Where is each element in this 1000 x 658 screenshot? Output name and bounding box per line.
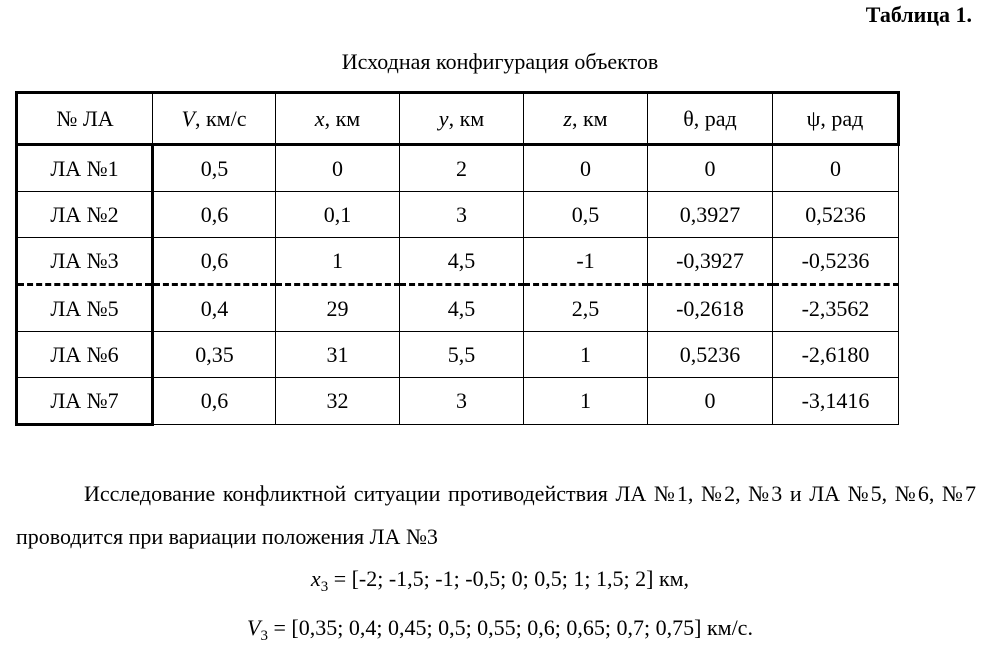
cell-y: 3 [400,192,524,238]
cell-velocity: 0,6 [153,238,276,285]
cell-z: 1 [524,332,648,378]
header-z: z, км [524,93,648,145]
header-y: y, км [400,93,524,145]
cell-theta: -0,2618 [648,285,773,332]
table-number-label: Таблица 1. [865,2,972,27]
cell-y: 3 [400,378,524,425]
formula-x3-subscript: 3 [320,579,329,595]
cell-x: 0,1 [276,192,400,238]
cell-theta: 0 [648,145,773,192]
cell-theta: -0,3927 [648,238,773,285]
cell-velocity: 0,6 [153,378,276,425]
cell-psi: 0,5236 [773,192,899,238]
cell-z: 0,5 [524,192,648,238]
cell-z: 2,5 [524,285,648,332]
cell-aircraft: ЛА №2 [17,192,153,238]
header-psi: ψ, рад [773,93,899,145]
cell-velocity: 0,35 [153,332,276,378]
formula-v3-variable: V [247,615,261,640]
table-header-row [17,93,899,145]
cell-aircraft: ЛА №3 [17,238,153,285]
cell-velocity: 0,5 [153,145,276,192]
body-paragraph: Исследование конфликтной ситуации противодействия ЛА №1, №2, №3 и ЛА №5, №6, №7 проводится при вариации положения ЛА №3 [16,481,976,549]
cell-x: 1 [276,238,400,285]
formula-v3-subscript: 3 [260,628,268,644]
cell-psi: -0,5236 [773,238,899,285]
cell-z: 0 [524,145,648,192]
cell-psi: 0 [773,145,899,192]
cell-theta: 0,3927 [648,192,773,238]
cell-aircraft: ЛА №5 [17,285,153,332]
cell-aircraft: ЛА №6 [17,332,153,378]
cell-y: 5,5 [400,332,524,378]
formula-x3-values: = [-2; -1,5; -1; -0,5; 0; 0,5; 1; 1,5; 2] км, [328,566,690,591]
cell-aircraft: ЛА №7 [17,378,153,425]
cell-theta: 0 [648,378,773,425]
cell-x: 29 [276,285,400,332]
table-row [17,378,899,425]
header-x: x, км [276,93,400,145]
table-caption: Исходная конфигурация объектов [341,49,659,74]
formula-v3-values: = [0,35; 0,4; 0,45; 0,5; 0,55; 0,6; 0,65; 0,7; 0,75] км/с. [268,615,753,640]
formula-x3 [0,566,1000,596]
cell-theta: 0,5236 [648,332,773,378]
cell-psi: -2,6180 [773,332,899,378]
cell-psi: -3,1416 [773,378,899,425]
table-row [17,285,899,332]
cell-x: 32 [276,378,400,425]
header-aircraft: № ЛА [17,93,153,145]
cell-y: 4,5 [400,238,524,285]
table-row [17,332,899,378]
cell-velocity: 0,6 [153,192,276,238]
cell-velocity: 0,4 [153,285,276,332]
cell-aircraft: ЛА №1 [17,145,153,192]
cell-z: 1 [524,378,648,425]
formula-x3-variable: x [310,566,321,591]
table-row [17,145,899,192]
header-theta: θ, рад [648,93,773,145]
object-configuration-table [15,91,900,426]
cell-y: 4,5 [400,285,524,332]
cell-psi: -2,3562 [773,285,899,332]
cell-x: 31 [276,332,400,378]
table-row [17,192,899,238]
cell-y: 2 [400,145,524,192]
cell-z: -1 [524,238,648,285]
table-row [17,238,899,285]
formula-v3 [0,615,1000,645]
cell-x: 0 [276,145,400,192]
header-velocity: V, км/с [153,93,276,145]
